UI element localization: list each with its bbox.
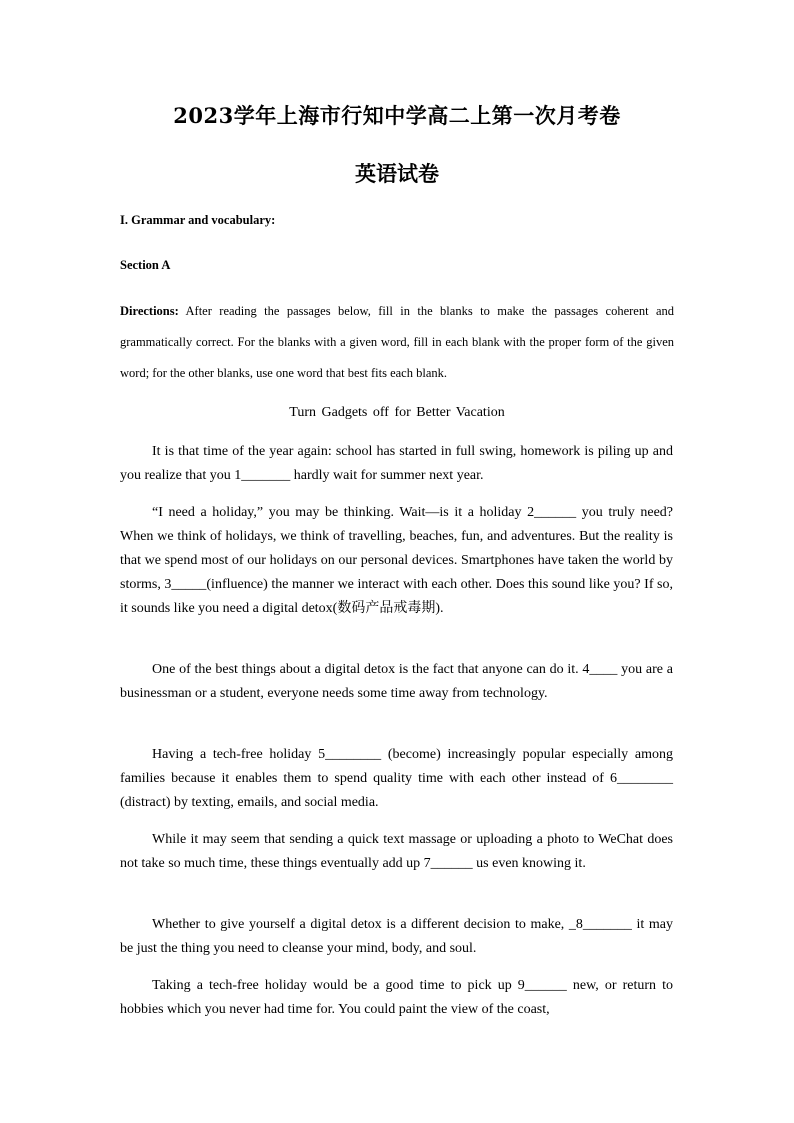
exam-title: 2023学年上海市行知中学高二上第一次月考卷 bbox=[173, 103, 621, 128]
passage-paragraph: It is that time of the year again: school has started in full swing, homework is piling up and you realize that you 1_______ hardly wait for summer next year. bbox=[120, 444, 673, 483]
directions bbox=[120, 296, 674, 389]
section-heading: Section A bbox=[120, 258, 171, 272]
exam-subtitle: 英语试卷 bbox=[355, 161, 439, 186]
part-heading: I. Grammar and vocabulary: bbox=[120, 213, 276, 227]
passage-paragraph: Having a tech-free holiday 5________ (become) increasingly popular especially among families because it enables them to spend quality time with each other instead of 6________ (distract) by texting, emails, and social media. bbox=[120, 747, 673, 810]
directions-text: After reading the passages below, fill in the blanks to make the passages coherent and grammatically correct. For the blanks with a given word, fill in each blank with the proper form of the given word; for the other blanks, use one word that best fits each blank. bbox=[120, 304, 674, 380]
passage-paragraph: While it may seem that sending a quick text massage or uploading a photo to WeChat does not take so much time, these things eventually add up 7______ us even knowing it. bbox=[120, 832, 673, 871]
passage-paragraph: One of the best things about a digital detox is the fact that anyone can do it. 4____ you are a businessman or a student, everyone needs some time away from technology. bbox=[120, 662, 673, 701]
passage-title: Turn Gadgets off for Better Vacation bbox=[289, 405, 505, 420]
passage-paragraph: Taking a tech-free holiday would be a good time to pick up 9______ new, or return to hobbies which you never had time for. You could paint the view of the coast, bbox=[120, 978, 673, 1017]
directions-label: Directions: bbox=[120, 304, 179, 318]
passage-paragraph: Whether to give yourself a digital detox is a different decision to make, _8_______ it may be just the thing you need to cleanse your mind, body, and soul. bbox=[120, 917, 673, 956]
passage-paragraph: “I need a holiday,” you may be thinking. Wait—is it a holiday 2______ you truly need? When we think of holidays, we think of travelling, beaches, fun, and adventures. But the reality is that we spend most of our holidays on our personal devices. Smartphones have taken the world by storms, 3_____(influence) the manner we interact with each other. Does this sound like you? If so, it sounds like you need a digital detox(数码产品戒毒期). bbox=[120, 505, 673, 616]
